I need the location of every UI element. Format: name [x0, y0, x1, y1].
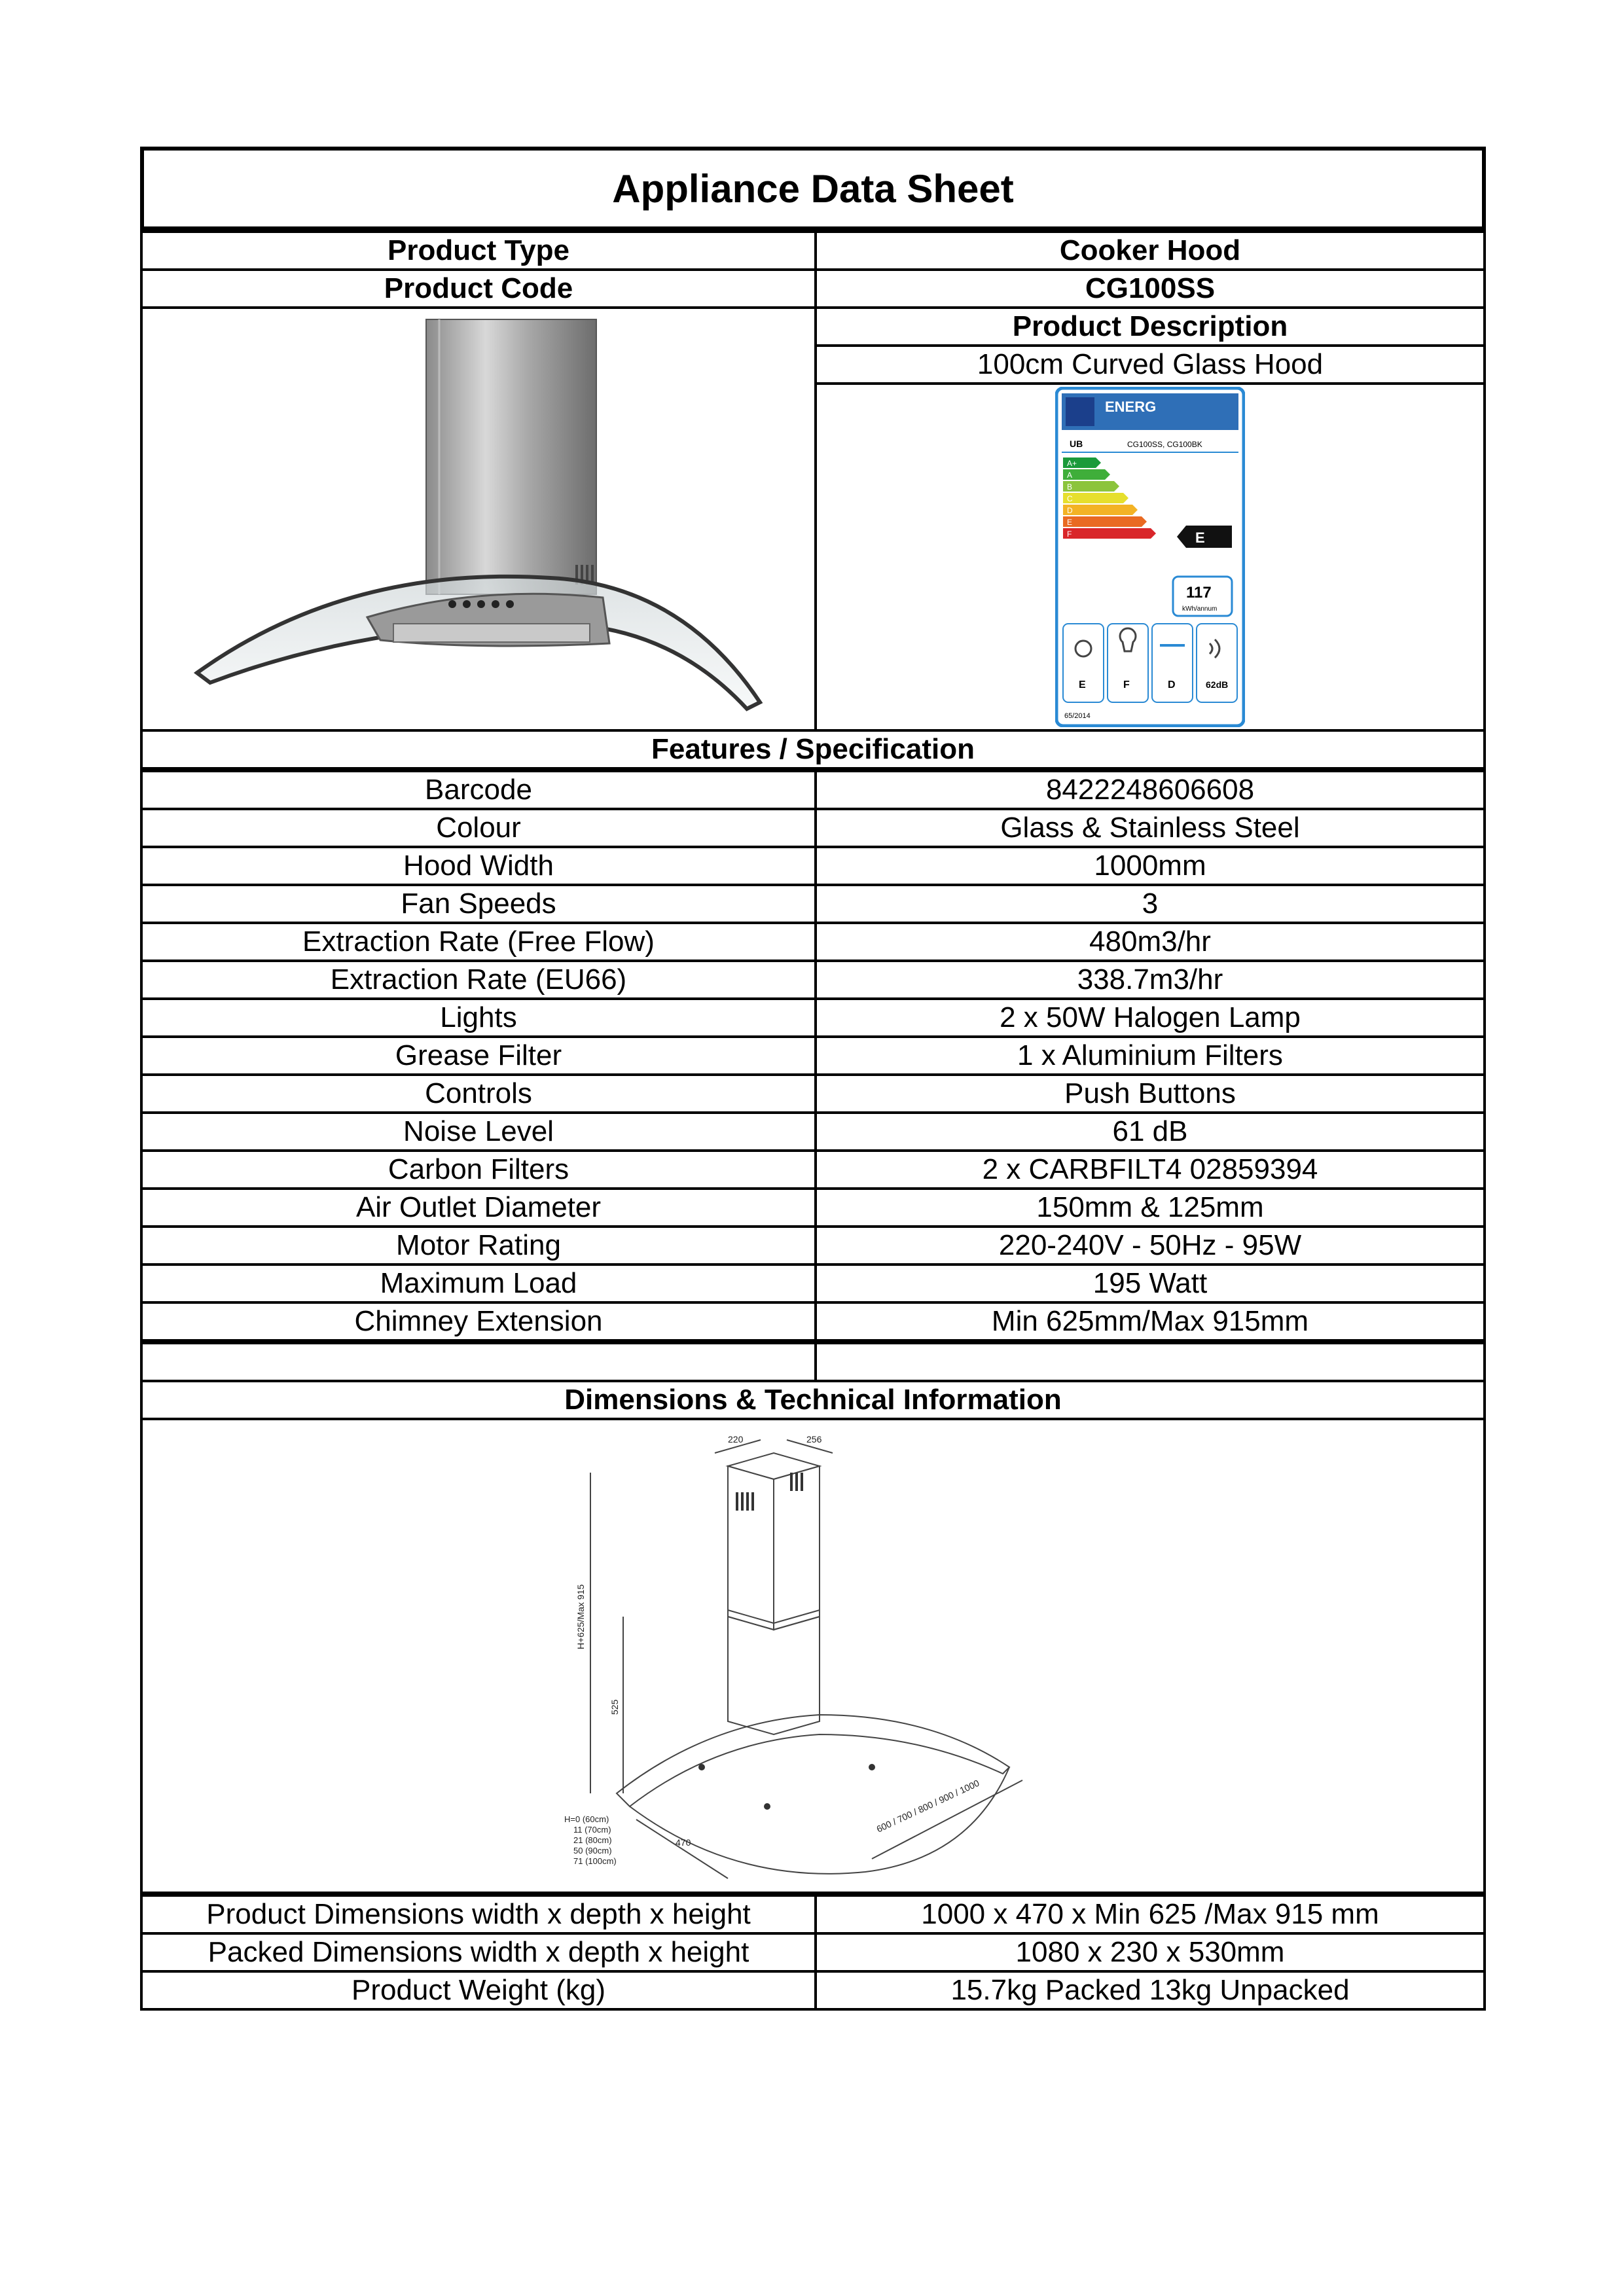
row-value: Glass & Stainless Steel [816, 809, 1485, 847]
energy-class-bar [1063, 493, 1128, 503]
dim-depth: 470 [676, 1837, 691, 1848]
row-label: Product Dimensions width x depth x height [141, 1895, 816, 1933]
row-value: 2 x CARBFILT4 02859394 [816, 1151, 1485, 1189]
row-value: 2 x 50W Halogen Lamp [816, 999, 1485, 1037]
table-row [141, 1933, 1485, 1971]
table-row [141, 771, 1485, 809]
table-row [141, 1075, 1485, 1113]
spec-table [140, 230, 1486, 770]
energy-consumption: 117 [1186, 584, 1212, 601]
energy-class-label: A+ [1067, 459, 1077, 468]
noise-icon [1197, 624, 1237, 702]
row-label: Barcode [141, 771, 816, 809]
row-value: 15.7kg Packed 13kg Unpacked [816, 1971, 1485, 2009]
row-label: Chimney Extension [141, 1302, 816, 1340]
table-row [141, 1895, 1485, 1933]
table-row [141, 1113, 1485, 1151]
row-value: 195 Watt [816, 1265, 1485, 1302]
row-label: Fan Speeds [141, 885, 816, 923]
row-value: 338.7m3/hr [816, 961, 1485, 999]
light-class: F [1123, 679, 1130, 691]
data-sheet [140, 147, 1486, 2011]
energy-header: ENERG [1105, 399, 1157, 415]
row-label: Maximum Load [141, 1265, 816, 1302]
dim-top-right: 256 [806, 1434, 822, 1444]
dimensions-heading: Dimensions & Technical Information [141, 1381, 1485, 1419]
table-row [141, 1227, 1485, 1265]
table-row [141, 1037, 1485, 1075]
product-type-value: Cooker Hood [816, 232, 1485, 270]
row-label: Colour [141, 809, 816, 847]
dimensions-table [140, 1342, 1486, 1894]
table-row [141, 961, 1485, 999]
row-label: Grease Filter [141, 1037, 816, 1075]
height-legend-item: H=0 (60cm) [564, 1814, 609, 1824]
row-label: Lights [141, 999, 816, 1037]
energy-class-label: D [1067, 506, 1073, 515]
light-bulb-icon [1108, 624, 1148, 702]
height-legend-item: 50 (90cm) [573, 1846, 612, 1856]
filter-class: D [1168, 679, 1176, 691]
row-label: Controls [141, 1075, 816, 1113]
energy-class-bar [1063, 505, 1138, 515]
table-row [141, 1265, 1485, 1302]
energy-class-label: C [1067, 494, 1073, 503]
features-heading: Features / Specification [141, 730, 1485, 768]
energy-class-bar [1063, 528, 1156, 539]
fan-icon [1063, 624, 1104, 702]
table-row [141, 1381, 1485, 1419]
energy-class-label: E [1067, 518, 1073, 527]
row-value: 220-240V - 50Hz - 95W [816, 1227, 1485, 1265]
row-value: 61 dB [816, 1113, 1485, 1151]
row-label: Product Weight (kg) [141, 1971, 816, 2009]
table-row [141, 730, 1485, 768]
table-row [141, 1419, 1485, 1893]
row-label: Extraction Rate (Free Flow) [141, 923, 816, 961]
row-label: Extraction Rate (EU66) [141, 961, 816, 999]
height-legend-item: 11 (70cm) [573, 1825, 611, 1835]
filter-icon [1152, 624, 1193, 702]
height-legend [564, 1814, 617, 1866]
energy-label-cell [816, 384, 1485, 730]
noise-value: 62dB [1206, 679, 1229, 690]
table-row [141, 308, 1485, 346]
table-row [141, 1971, 1485, 2009]
table-row [141, 999, 1485, 1037]
dim-height-lower: 525 [609, 1699, 620, 1715]
table-row [141, 809, 1485, 847]
product-code-label: Product Code [141, 270, 816, 308]
dimensions-summary-table [140, 1894, 1486, 2011]
dimension-diagram-cell [141, 1419, 1485, 1893]
table-row [141, 1302, 1485, 1340]
table-row [141, 232, 1485, 270]
energy-models: CG100SS, CG100BK [1127, 440, 1202, 449]
row-value: 1000 x 470 x Min 625 /Max 915 mm [816, 1895, 1485, 1933]
row-label: Motor Rating [141, 1227, 816, 1265]
energy-consumption-unit: kWh/annum [1182, 605, 1218, 613]
row-value: 480m3/hr [816, 923, 1485, 961]
row-value: 8422248606608 [816, 771, 1485, 809]
height-legend-item: 71 (100cm) [573, 1856, 617, 1866]
product-code-value: CG100SS [816, 270, 1485, 308]
row-value: Push Buttons [816, 1075, 1485, 1113]
row-label: Carbon Filters [141, 1151, 816, 1189]
table-row [141, 1151, 1485, 1189]
product-description-heading: Product Description [816, 308, 1485, 346]
dim-height-total: H+625/Max 915 [575, 1584, 586, 1649]
table-row [141, 885, 1485, 923]
row-value: 1000mm [816, 847, 1485, 885]
dim-width: 600 / 700 / 800 / 900 / 1000 [875, 1777, 981, 1835]
energy-brand: UB [1070, 439, 1083, 449]
energy-label [1055, 387, 1245, 727]
table-row [141, 1343, 1485, 1381]
row-label: Air Outlet Diameter [141, 1189, 816, 1227]
product-description-text: 100cm Curved Glass Hood [816, 346, 1485, 384]
empty-cell [816, 1343, 1485, 1381]
table-row [141, 270, 1485, 308]
regulation-text: 65/2014 [1064, 712, 1091, 720]
table-row [141, 1189, 1485, 1227]
row-value: 3 [816, 885, 1485, 923]
row-value: 1 x Aluminium Filters [816, 1037, 1485, 1075]
page-title: Appliance Data Sheet [140, 147, 1486, 230]
energy-class-label: F [1067, 529, 1072, 539]
empty-cell [141, 1343, 816, 1381]
cooker-hood-image [184, 316, 773, 722]
row-value: Min 625mm/Max 915mm [816, 1302, 1485, 1340]
table-row [141, 923, 1485, 961]
product-image-cell [141, 308, 816, 730]
table-row [141, 847, 1485, 885]
row-label: Packed Dimensions width x depth x height [141, 1933, 816, 1971]
dimension-diagram [564, 1427, 1062, 1885]
dim-top-left: 220 [728, 1434, 744, 1444]
row-value: 150mm & 125mm [816, 1189, 1485, 1227]
height-legend-item: 21 (80cm) [573, 1835, 612, 1845]
row-value: 1080 x 230 x 530mm [816, 1933, 1485, 1971]
energy-rating: E [1195, 529, 1205, 546]
specs-table [140, 770, 1486, 1342]
product-type-label: Product Type [141, 232, 816, 270]
fan-class: E [1079, 679, 1086, 691]
energy-class-label: A [1067, 471, 1073, 480]
row-label: Noise Level [141, 1113, 816, 1151]
energy-class-label: B [1067, 482, 1073, 492]
energy-class-bar [1063, 516, 1147, 527]
row-label: Hood Width [141, 847, 816, 885]
